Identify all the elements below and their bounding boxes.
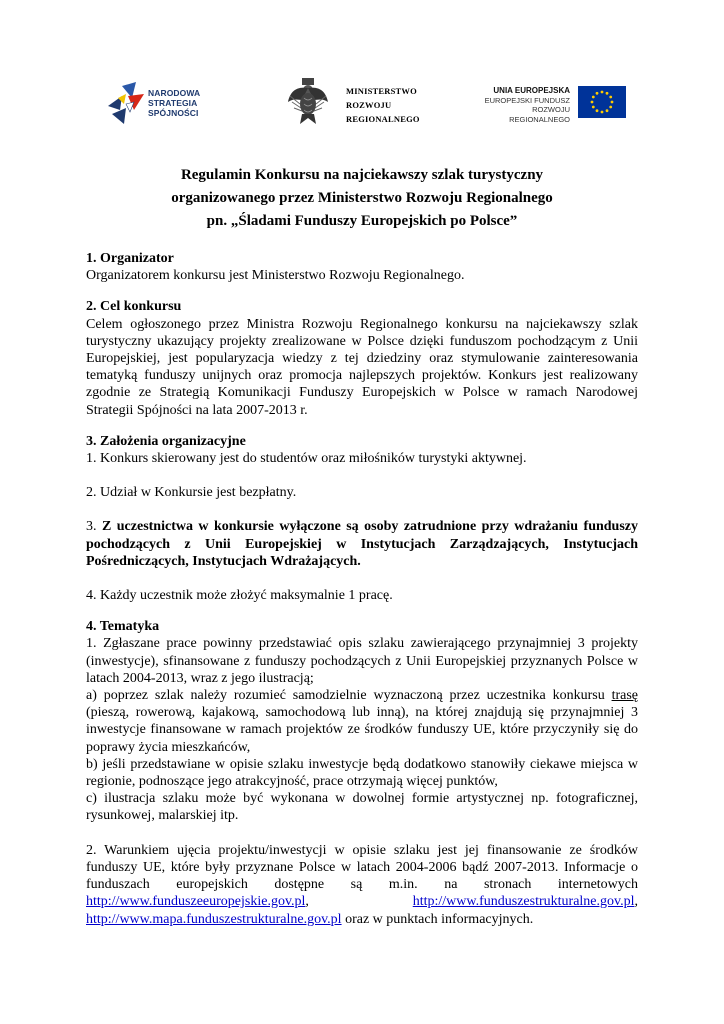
- section-3-point-4: 4. Każdy uczestnik może złożyć maksymalnie 1 pracę.: [86, 588, 393, 604]
- ministry-line1: MINISTERSTWO: [346, 86, 417, 96]
- link-fundusze-europejskie[interactable]: http://www.funduszeeuropejskie.gov.pl: [86, 894, 306, 910]
- section-4-point-1: 1. Zgłaszane prace powinny przedstawiać opis szlaku zawierającego przynajmniej 3 projekty (inwestycje), sfinansowane z funduszy pochodzących z Unii Europejskiej przyznanych Polsce w latach 2004-2013, wraz z jego ilustracją;: [86, 636, 638, 686]
- title-line1: Regulamin Konkursu na najciekawszy szlak turystyczny: [180, 167, 544, 183]
- section-4-point-2: 2. Warunkiem ujęcia projektu/inwestycji w opisie szlaku jest jej finansowanie ze środków funduszy UE, które były przyznane Polsce w latach 2004-2006 bądź 2007-2013. Informacje o funduszach europejskich dostępne są m.in. na stronach internetowych http://www.funduszeeuropejskie.gov.pl, http://www.funduszestrukturalne.gov.pl, http://www.mapa.funduszestrukturalne.gov.pl oraz w punktach informacyjnych.: [86, 842, 638, 927]
- eu-line1: UNIA EUROPEJSKA: [493, 86, 570, 95]
- ministry-line3: REGIONALNEGO: [346, 114, 420, 124]
- eu-line3: ROZWOJU REGIONALNEGO: [509, 105, 570, 124]
- section-3-point-1: 1. Konkurs skierowany jest do studentów oraz miłośników turystyki aktywnej.: [86, 451, 527, 467]
- title-line3: pn. „Śladami Funduszy Europejskich po Polsce”: [206, 213, 518, 229]
- link-mapa-fundusze[interactable]: http://www.mapa.funduszestrukturalne.gov.pl: [86, 911, 342, 927]
- ministry-name: [346, 84, 420, 126]
- title-line2: organizowanego przez Ministerstwo Rozwoju Regionalnego: [171, 190, 553, 206]
- ministry-line2: ROZWOJU: [346, 100, 392, 110]
- section-4-point-1c: c) ilustracja szlaku może być wykonana w dowolnej formie artystycznej np. fotograficznej, rysunkowej, malarskiej itp.: [86, 791, 638, 824]
- nss-logo-text: [148, 88, 234, 118]
- nss-line1: NARODOWA: [148, 88, 201, 98]
- section-1-heading: 1. Organizator: [86, 251, 174, 266]
- section-1-text: Organizatorem konkursu jest Ministerstwo Rozwoju Regionalnego.: [86, 268, 465, 284]
- section-4-point-1a: a) poprzez szlak należy rozumieć samodzielnie wyznaczoną przez uczestnika konkursu trasę (pieszą, rowerową, kajakową, samochodową lub inną), na której znajdują się przynajmniej 3 inwestycje finansowane w ramach projektów ze środków funduszy UE, które przyczyniły się do poprawy życia mieszkańców,: [86, 688, 638, 755]
- section-4-heading: 4. Tematyka: [86, 619, 160, 635]
- document-body: [86, 250, 638, 928]
- nss-emblem-icon: [104, 76, 148, 128]
- eu-line2: EUROPEJSKI FUNDUSZ: [484, 95, 570, 105]
- section-3-heading: 3. Założenia organizacyjne: [86, 433, 246, 449]
- section-2-text: Celem ogłoszonego przez Ministra Rozwoju Regionalnego konkursu na najciekawszy szlak turystyczny ukazujący projekty zrealizowane w Polsce dzięki funduszom pochodzącym z Unii Europejskiej, jest popularyzacja wiedzy z tej dziedziny oraz stymulowanie zainteresowania tematyką funduszy unijnych oraz promocja najlepszych projektów. Konkurs jest realizowany zgodnie ze Strategią Komunikacji Funduszy Europejskich w Polsce w ramach Narodowej Strategii Spójności na lata 2007-2013 r.: [86, 316, 638, 418]
- link-fundusze-strukturalne[interactable]: http://www.funduszestrukturalne.gov.pl: [412, 894, 635, 910]
- section-3-point-2: 2. Udział w Konkursie jest bezpłatny.: [86, 485, 297, 501]
- section-4-point-1b: b) jeśli przedstawiane w opisie szlaku inwestycje będą dodatkowo stanowiły ciekawe miejsca w regionie, podnoszące jego atrakcyjność, prace otrzymają więcej punktów,: [86, 756, 638, 790]
- polish-eagle-emblem-icon: [288, 78, 328, 124]
- narodowa-strategia-spojnosci-logo: [104, 76, 234, 128]
- document-title: [86, 164, 638, 233]
- section-2-heading: 2. Cel konkursu: [86, 299, 182, 315]
- header-logos: [0, 72, 724, 134]
- nss-line2: STRATEGIA SPÓJNOŚCI: [148, 98, 199, 118]
- eu-flag-icon: [578, 86, 626, 118]
- section-3-point-3: 3. Z uczestnictwa w konkursie wyłączone są osoby zatrudnione przy wdrażaniu funduszy pochodzących z Unii Europejskiej w Instytucjach Zarządzających, Instytucjach Pośredniczących, Instytucjach Wdrażających.: [86, 519, 639, 569]
- eu-fund-label: [484, 86, 570, 124]
